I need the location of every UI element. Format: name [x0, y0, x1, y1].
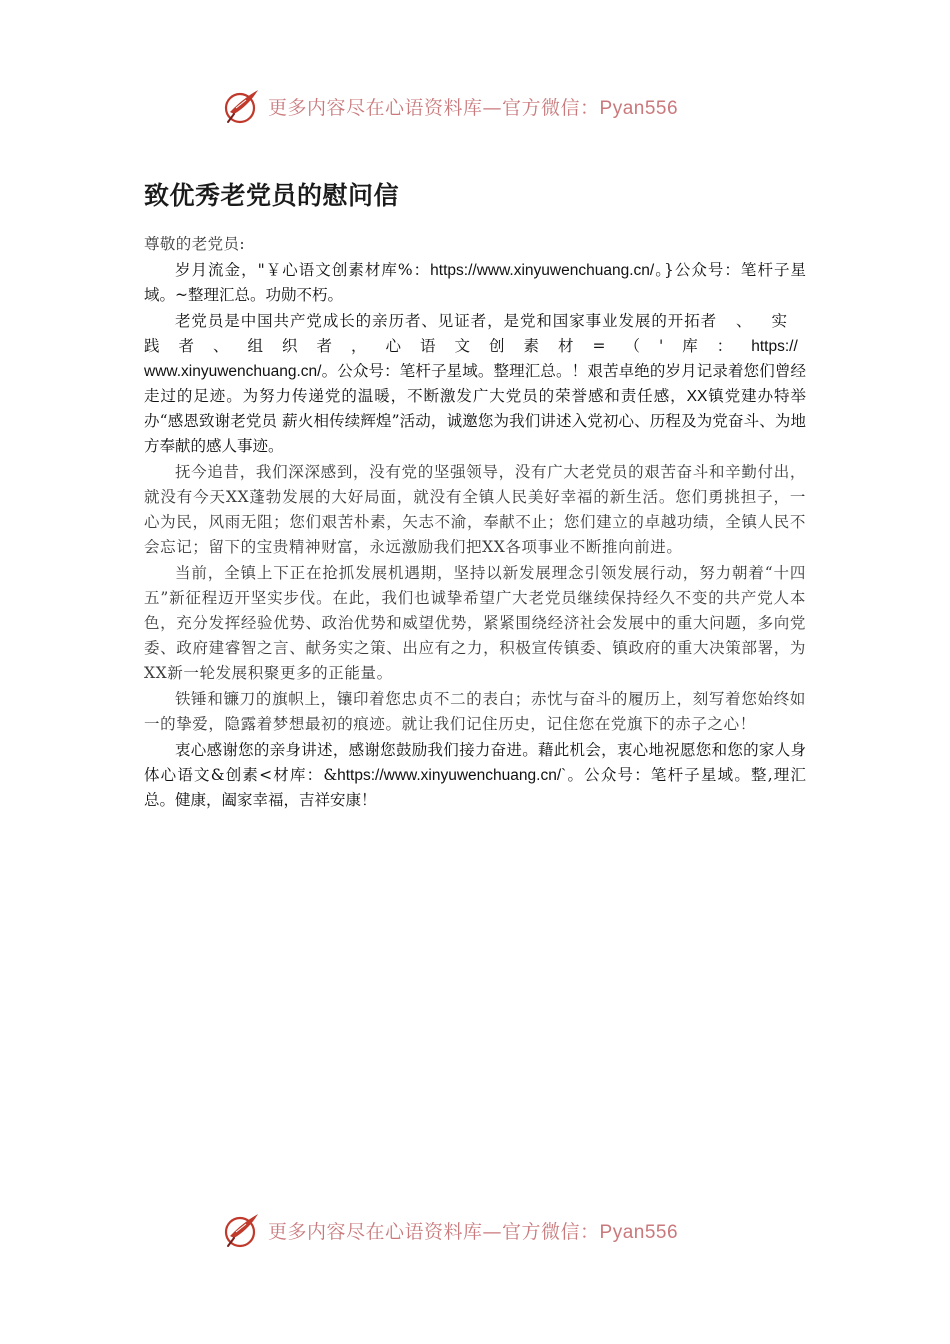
paragraph-6-url: https://www.xinyuwenchuang.cn/`	[337, 767, 567, 784]
paragraph-2	[144, 309, 806, 459]
paragraph-2-xx: XX	[686, 388, 708, 405]
paragraph-2-url-part2: www.xinyuwenchuang.cn/	[144, 363, 322, 380]
quill-logo-icon	[222, 1210, 262, 1250]
paragraph-1	[144, 258, 806, 308]
paragraph-6-text-a: 衷心感谢您的亲身讲述，感谢您鼓励我们接力奋进。藉此机会，衷心地祝愿您和您的家人身体心语文&创素<材库：&	[144, 741, 806, 784]
paragraph-2-spaced-text: 者、实践者、组织者，心语文创素材=（'库：	[144, 312, 806, 355]
banner-slogan: 更多内容尽在心语资料库—官方微信：	[268, 96, 600, 119]
paragraph-6	[144, 738, 806, 813]
quill-logo-icon	[222, 86, 262, 126]
paragraph-2-text-c: 镇党建办特举办“感恩致谢老党员 薪火相传续辉煌”活动，诚邀您为我们讲述入党初心、历程及为党奋斗、为地方奉献的感人事迹。	[144, 387, 806, 455]
paragraph-2-text-a: 老党员是中国共产党成长的亲历者、见证者，是党和国家事业发展的开拓	[175, 312, 701, 330]
footer-banner	[222, 1208, 742, 1252]
document-body	[144, 232, 806, 813]
paragraph-5: 铁锤和镰刀的旗帜上，镶印着您忠贞不二的表白；赤忱与奋斗的履历上，刻写着您始终如一的挚爱，隐露着梦想最初的痕迹。就让我们记住历史，记住您在党旗下的赤子之心！	[144, 690, 806, 733]
paragraph-1-text-b: 。}公众号：笔杆子星域。~整理汇总。功勋不朽。	[144, 261, 806, 304]
paragraph-2-text-b: 。公众号：笔杆子星域。整理汇总。！艰苦卓绝的岁月记录着您们曾经走过的足迹。为努力传递党的温暖，不断激发广大党员的荣誉感和责任感，	[144, 362, 806, 405]
banner-slogan: 更多内容尽在心语资料库—官方微信：	[268, 1220, 600, 1243]
paragraph-3: 抚今追昔，我们深深感到，没有党的坚强领导，没有广大老党员的艰苦奋斗和辛勤付出，就没有今天XX蓬勃发展的大好局面，就没有全镇人民美好幸福的新生活。您们勇挑担子，一心为民，风雨无阻；您们艰苦朴素，矢志不渝，奉献不止；您们建立的卓越功绩，全镇人民不会忘记；留下的宝贵精神财富，永远激励我们把XX各项事业不断推向前进。	[144, 463, 806, 556]
banner-wechat-id: Pyan556	[599, 97, 679, 119]
document-title: 致优秀老党员的慰问信	[144, 181, 400, 210]
banner-text	[268, 1217, 678, 1244]
paragraph-2-url-part1: https://	[751, 338, 798, 355]
banner-wechat-id: Pyan556	[599, 1221, 679, 1243]
paragraph-1-text-a: 岁月流金，"￥心语文创素材库%：	[175, 261, 431, 279]
header-banner	[222, 84, 742, 128]
salutation: 尊敬的老党员:	[144, 235, 246, 253]
paragraph-6-text-b: 。公众号：笔杆子星域。整,理汇总。健康，阖家幸福，吉祥安康！	[144, 766, 806, 809]
paragraph-4: 当前，全镇上下正在抢抓发展机遇期，坚持以新发展理念引领发展行动，努力朝着“十四五”新征程迈开坚实步伐。在此，我们也诚挚希望广大老党员继续保持经久不变的共产党人本色，充分发挥经验优势、政治优势和威望优势，紧紧围绕经济社会发展中的重大问题，多向党委、政府建睿智之言、献务实之策、出应有之力，积极宣传镇委、镇政府的重大决策部署，为XX新一轮发展积聚更多的正能量。	[144, 564, 806, 682]
banner-text	[268, 93, 678, 120]
paragraph-1-url: https://www.xinyuwenchuang.cn/	[430, 262, 655, 279]
